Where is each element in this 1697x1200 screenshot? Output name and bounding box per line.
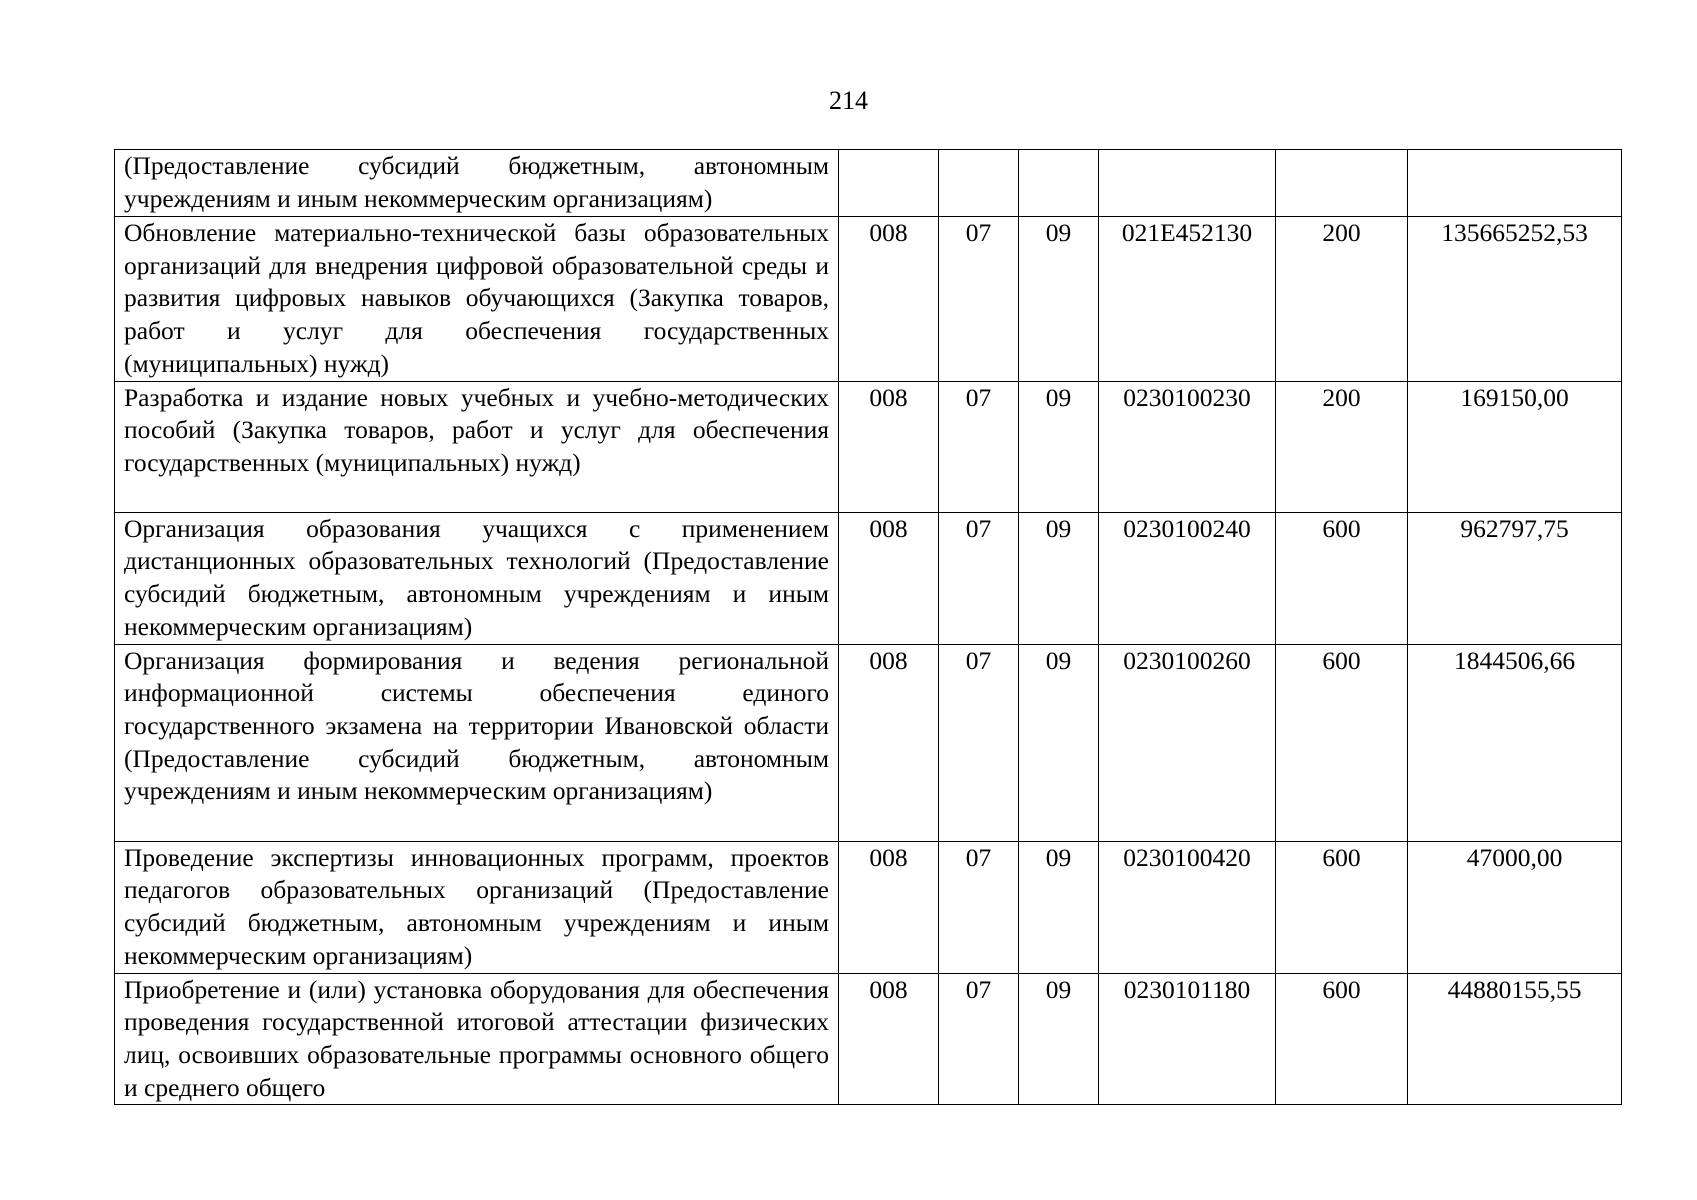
row-amount: 962797,75 xyxy=(1408,512,1622,644)
row-expense-type xyxy=(1276,150,1408,217)
row-amount xyxy=(1408,150,1622,217)
row-section-code: 07 xyxy=(939,217,1019,382)
row-ministry-code: 008 xyxy=(839,841,939,973)
table-row xyxy=(115,512,1622,644)
table-row xyxy=(115,150,1622,217)
row-ministry-code: 008 xyxy=(839,217,939,382)
row-subsection-code: 09 xyxy=(1019,512,1099,644)
row-description: Разработка и издание новых учебных и учебно-методических пособий (Закупка товаров, работ и услуг для обеспечения государственных (муниципальных) нужд) xyxy=(115,381,839,512)
row-section-code: 07 xyxy=(939,841,1019,973)
row-section-code: 07 xyxy=(939,973,1019,1104)
row-ministry-code: 008 xyxy=(839,512,939,644)
row-section-code: 07 xyxy=(939,644,1019,841)
row-description: (Предоставление субсидий бюджетным, автономным учреждениям и иным некоммерческим организациям) xyxy=(115,150,839,217)
row-expense-type: 200 xyxy=(1276,381,1408,512)
row-subsection-code: 09 xyxy=(1019,973,1099,1104)
row-subsection-code: 09 xyxy=(1019,841,1099,973)
row-section-code xyxy=(939,150,1019,217)
row-amount: 1844506,66 xyxy=(1408,644,1622,841)
row-description: Обновление материально-технической базы образовательных организаций для внедрения цифровой образовательной среды и развития цифровых навыков обучающихся (Закупка товаров, работ и услуг для обеспечения государственных (муниципальных) нужд) xyxy=(115,217,839,382)
row-expense-type: 600 xyxy=(1276,841,1408,973)
row-amount: 169150,00 xyxy=(1408,381,1622,512)
table-row xyxy=(115,381,1622,512)
row-expense-type: 200 xyxy=(1276,217,1408,382)
table-row xyxy=(115,217,1622,382)
row-description: Организация формирования и ведения региональной информационной системы обеспечения единого государственного экзамена на территории Ивановской области (Предоставление субсидий бюджетным, автономным учреждениям и иным некоммерческим организациям) xyxy=(115,644,839,841)
row-expense-type: 600 xyxy=(1276,512,1408,644)
table-row xyxy=(115,841,1622,973)
row-target-code: 0230100240 xyxy=(1099,512,1276,644)
row-description: Проведение экспертизы инновационных программ, проектов педагогов образовательных организаций (Предоставление субсидий бюджетным, автономным учреждениям и иным некоммерческим организациям) xyxy=(115,841,839,973)
row-target-code: 0230100420 xyxy=(1099,841,1276,973)
row-ministry-code xyxy=(839,150,939,217)
row-section-code: 07 xyxy=(939,512,1019,644)
row-ministry-code: 008 xyxy=(839,381,939,512)
row-ministry-code: 008 xyxy=(839,644,939,841)
row-description: Приобретение и (или) установка оборудования для обеспечения проведения государственной итоговой аттестации физических лиц, освоивших образовательные программы основного общего и среднего общего xyxy=(124,974,829,1102)
row-description-cell xyxy=(115,973,839,1104)
row-target-code: 021E452130 xyxy=(1099,217,1276,382)
table-row xyxy=(115,644,1622,841)
row-expense-type: 600 xyxy=(1276,644,1408,841)
row-subsection-code: 09 xyxy=(1019,381,1099,512)
row-target-code xyxy=(1099,150,1276,217)
row-subsection-code xyxy=(1019,150,1099,217)
table-row xyxy=(115,973,1622,1104)
row-subsection-code: 09 xyxy=(1019,217,1099,382)
row-ministry-code: 008 xyxy=(839,973,939,1104)
row-amount: 44880155,55 xyxy=(1408,973,1622,1104)
budget-table xyxy=(114,149,1622,1105)
row-amount: 135665252,53 xyxy=(1408,217,1622,382)
page-number: 214 xyxy=(829,86,868,115)
row-description: Организация образования учащихся с применением дистанционных образовательных технологий (Предоставление субсидий бюджетным, автономным учреждениям и иным некоммерческим организациям) xyxy=(115,512,839,644)
row-subsection-code: 09 xyxy=(1019,644,1099,841)
row-target-code: 0230100260 xyxy=(1099,644,1276,841)
row-target-code: 0230100230 xyxy=(1099,381,1276,512)
row-target-code: 0230101180 xyxy=(1099,973,1276,1104)
row-expense-type: 600 xyxy=(1276,973,1408,1104)
row-section-code: 07 xyxy=(939,381,1019,512)
row-amount: 47000,00 xyxy=(1408,841,1622,973)
